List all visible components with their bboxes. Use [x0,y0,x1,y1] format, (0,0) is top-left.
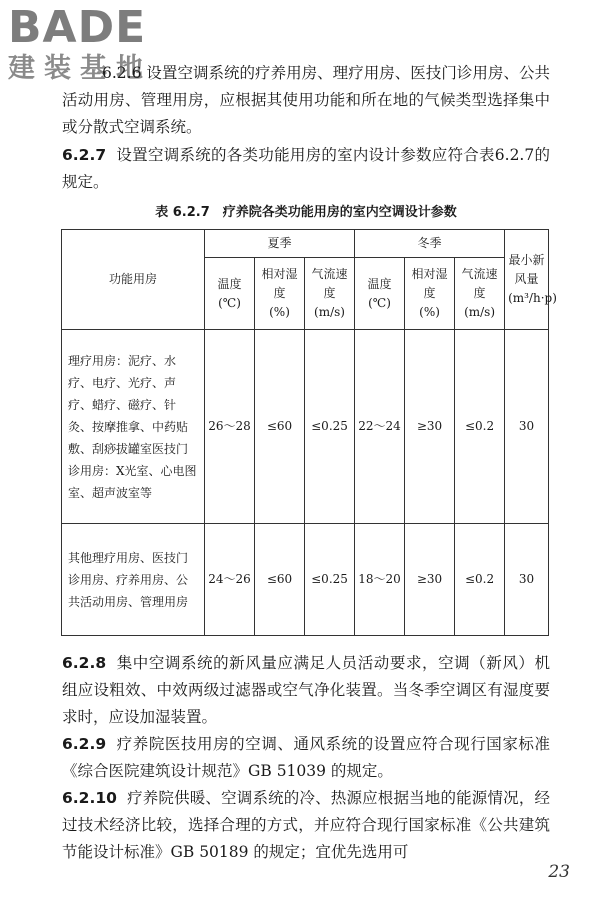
summer-humidity-cell: ≤60 [255,330,305,524]
row-rooms: 其他理疗用房、医技门诊用房、疗养用房、公共活动用房、管理用房 [62,524,205,636]
humidity-label: 相对湿度 [411,267,448,300]
clause-number: 6.2.10 [62,789,117,807]
temperature-unit: (℃) [218,295,241,310]
header-summer: 夏季 [205,230,355,258]
row-rooms: 理疗用房：泥疗、水疗、电疗、光疗、声疗、蜡疗、磁疗、针灸、按摩推拿、中药贴敷、刮痧拔罐室医技门诊用房：X光室、心电图室、超声波室等 [62,330,205,524]
winter-air-speed-cell: ≤0.2 [455,524,505,636]
temperature-unit: (℃) [368,295,391,310]
temperature-label: 温度 [367,276,392,291]
winter-temperature-cell: 22～24 [355,330,405,524]
summer-air-speed-cell: ≤0.25 [305,524,355,636]
summer-humidity-cell: ≤60 [255,524,305,636]
logo-sub-text: 建装基地 [8,53,152,84]
winter-humidity-cell: ≥30 [405,524,455,636]
summer-temperature-cell: 24～26 [205,524,255,636]
clause-number: 6.2.7 [62,146,107,164]
header-summer-temperature [205,258,255,330]
air-speed-unit: (m/s) [314,305,345,319]
summer-air-speed-cell: ≤0.25 [305,330,355,524]
clause-6-2-7 [62,142,550,196]
min-fresh-air-label: 最小新风量 [508,253,545,286]
paragraph-intro: 6.2.6 设置空调系统的疗养用房、理疗用房、医技门诊用房、公共活动用房、管理用房，应根据其使用功能和所在地的气候类型选择集中或分散式空调系统。 [62,64,550,136]
header-function-rooms: 功能用房 [62,230,205,330]
clause-6-2-8 [62,650,550,731]
clause-number: 6.2.9 [62,735,107,753]
table-row [62,524,549,636]
header-min-fresh-air [505,230,557,330]
logo-main-text: BADE [8,2,147,53]
summer-temperature-cell: 26～28 [205,330,255,524]
table-row [62,330,549,524]
humidity-unit: (%) [269,305,290,319]
clause-text: 设置空调系统的各类功能用房的室内设计参数应符合表6.2.7的规定。 [62,146,550,191]
humidity-unit: (%) [419,305,440,319]
humidity-label: 相对湿度 [261,267,298,300]
temperature-label: 温度 [217,276,242,291]
winter-humidity-cell: ≥30 [405,330,455,524]
min-fresh-air-unit: (m³/h·p) [508,291,557,305]
header-winter-humidity [405,258,455,330]
table-caption: 表 6.2.7 疗养院各类功能用房的室内空调设计参数 [155,205,457,220]
clause-text: 集中空调系统的新风量应满足人员活动要求，空调（新风）机组应设粗效、中效两级过滤器或空气净化装置。当冬季空调区有湿度要求时，应设加湿装置。 [62,654,550,726]
winter-temperature-cell: 18～20 [355,524,405,636]
fresh-air-cell: 30 [505,524,549,636]
clause-number: 6.2.8 [62,654,107,672]
air-speed-unit: (m/s) [464,305,496,319]
parameters-table [61,229,557,636]
header-winter-air-speed [455,258,505,330]
header-winter: 冬季 [355,230,505,258]
clause-text: 疗养院供暖、空调系统的冷、热源应根据当地的能源情况，经过技术经济比较，选择合理的方式，并应符合现行国家标准《公共建筑节能设计标准》GB 50189 的规定；宜优先选用可 [62,789,550,861]
header-summer-humidity [255,258,305,330]
air-speed-label: 气流速度 [311,267,348,300]
header-winter-temperature [355,258,405,330]
fresh-air-cell: 30 [505,330,549,524]
page-number: 23 [548,862,570,882]
clause-6-2-10 [62,785,550,866]
header-summer-air-speed [305,258,355,330]
winter-air-speed-cell: ≤0.2 [455,330,505,524]
clause-text: 疗养院医技用房的空调、通风系统的设置应符合现行国家标准《综合医院建筑设计规范》GB 51039 的规定。 [62,735,550,780]
clause-6-2-9 [62,731,550,785]
air-speed-label: 气流速度 [461,267,498,300]
